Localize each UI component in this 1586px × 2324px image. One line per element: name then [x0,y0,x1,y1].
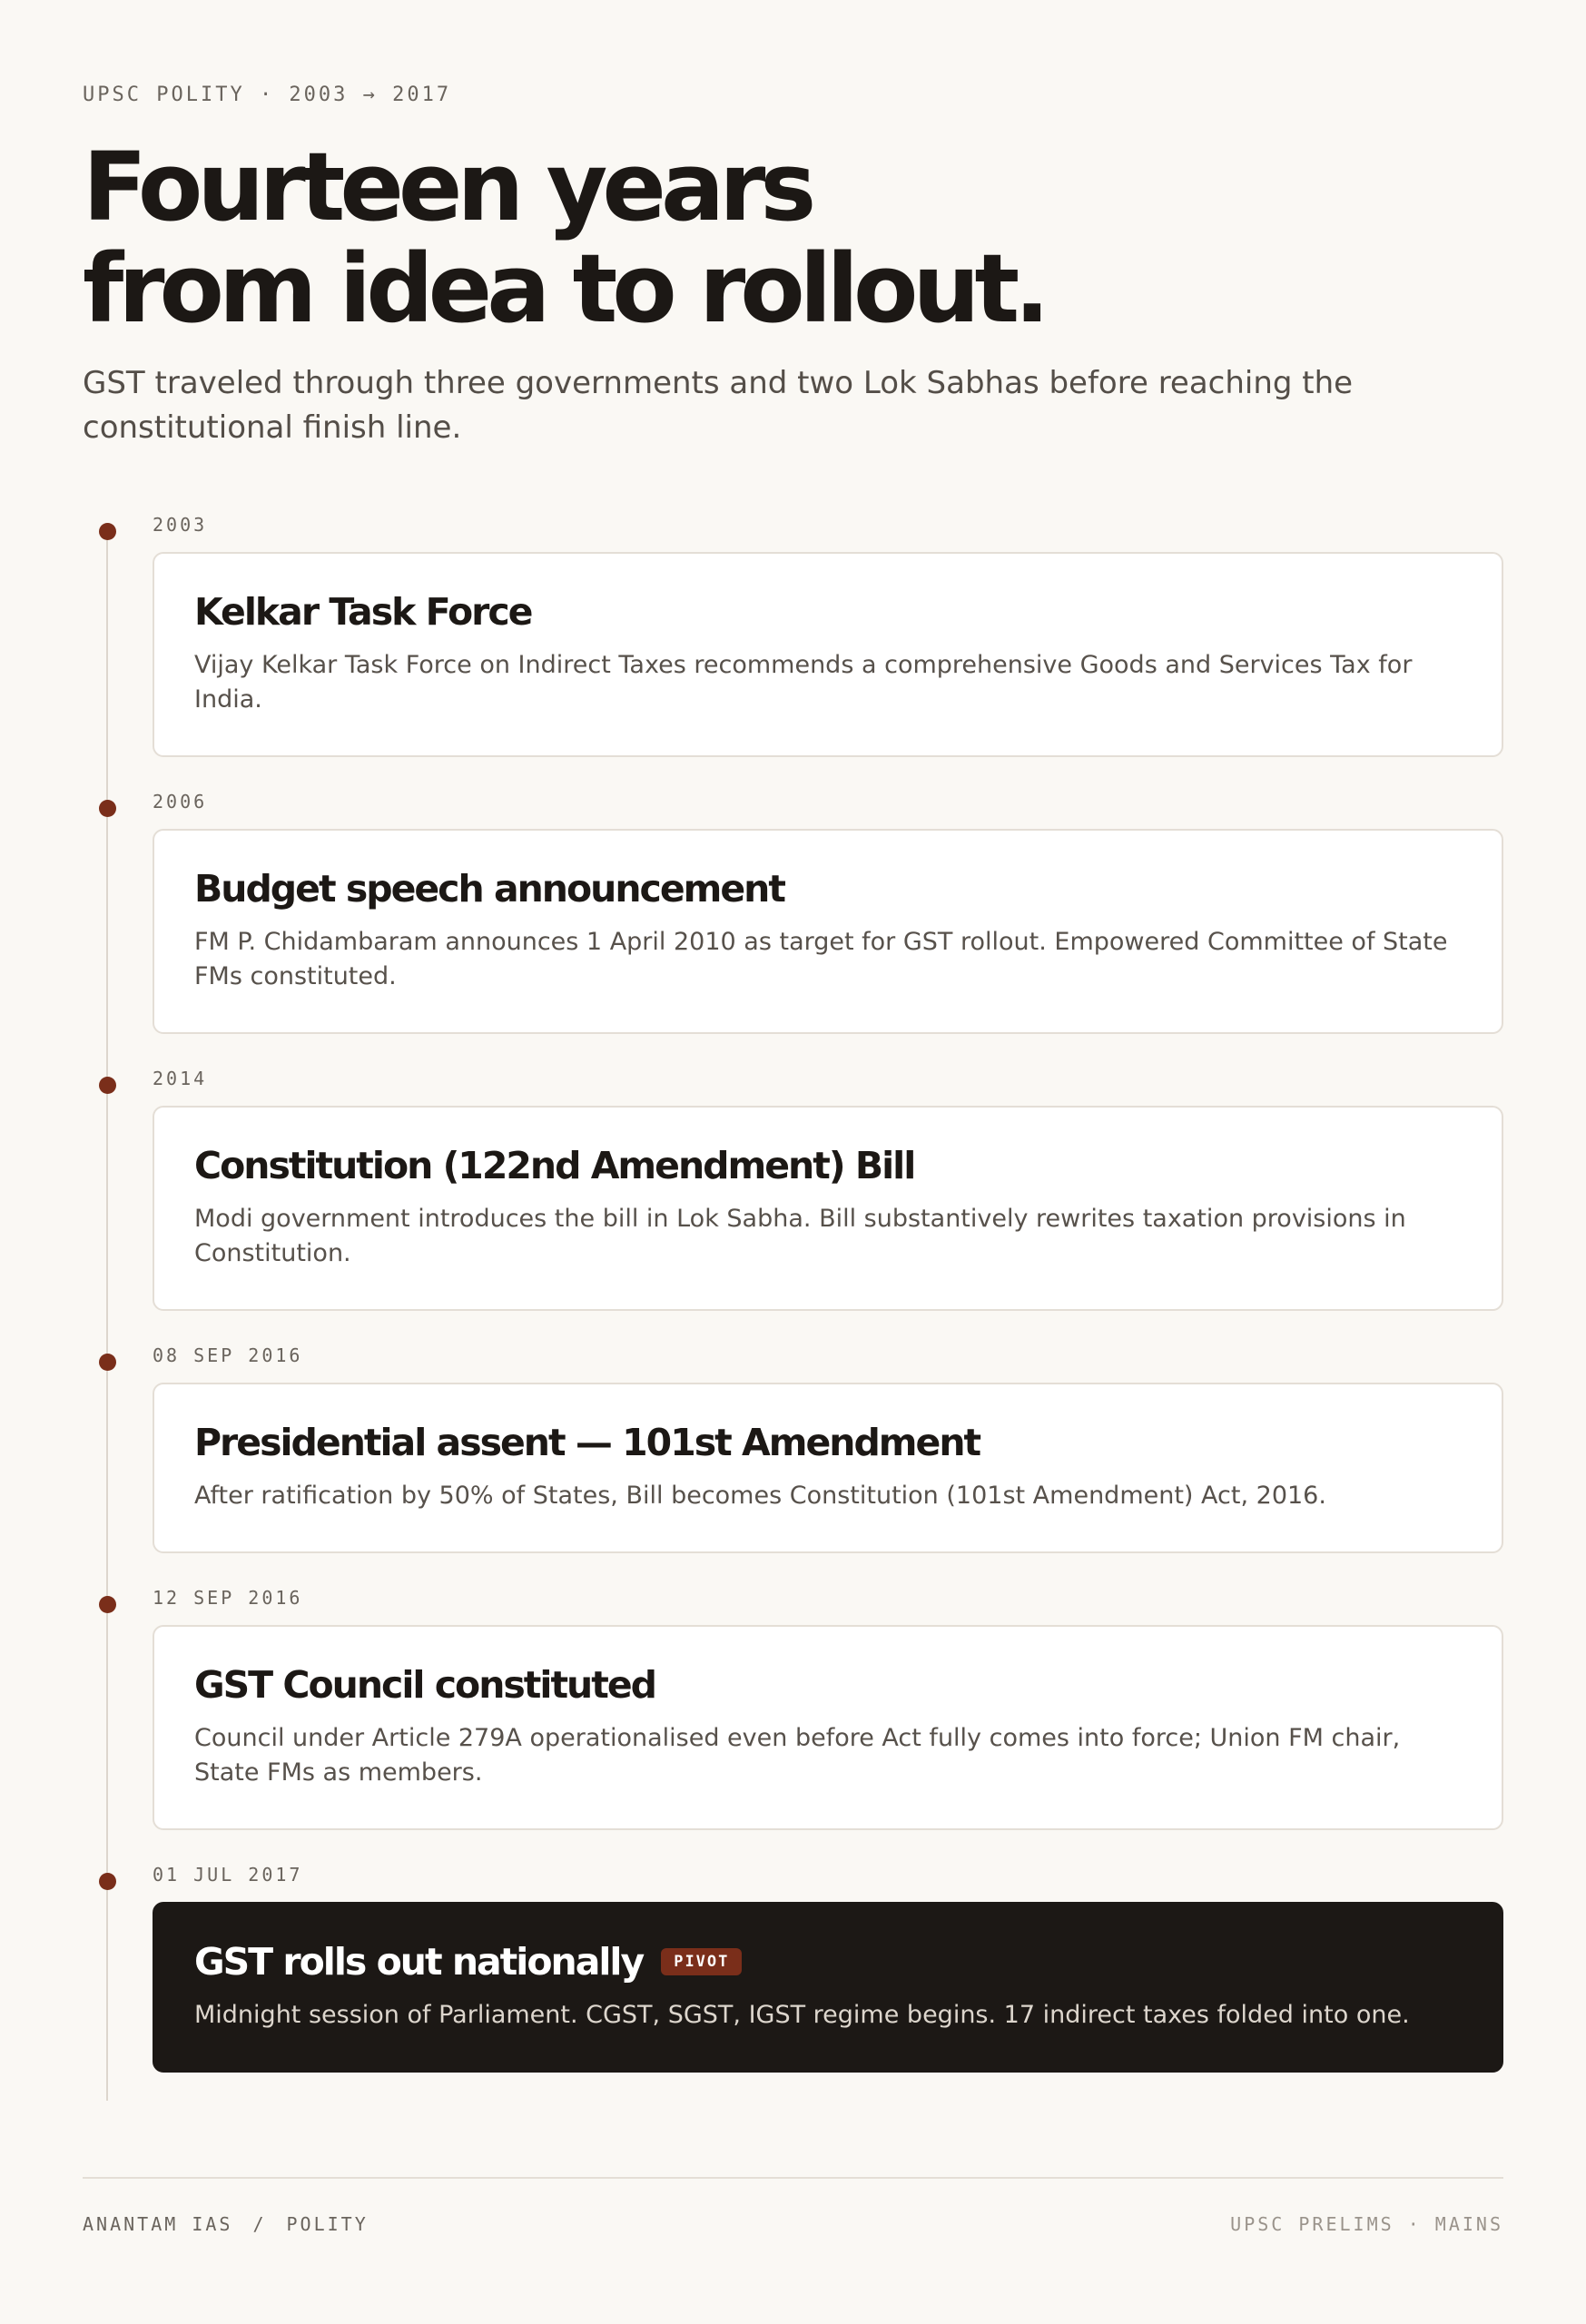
event-description: Midnight session of Parliament. CGST, SGST, IGST regime begins. 17 indirect taxes folded into one. [194,2001,1410,2029]
footer-divider [83,2177,1503,2179]
event-description: After ratification by 50% of States, Bill becomes Constitution (101st Amendment) Act, 2016. [194,1482,1326,1510]
footer-section: POLITY [286,2213,369,2235]
timeline [83,508,1503,2101]
event-card [153,1383,1503,1553]
event-card [153,552,1503,757]
event-title: GST rolls out nationally [194,1940,644,1984]
event-description: Modi government introduces the bill in Lok Sabha. Bill substantively rewrites taxation provisions in Constitution. [194,1205,1406,1267]
timeline-dot [99,800,116,817]
event-description: Vijay Kelkar Task Force on Indirect Taxes recommends a comprehensive Goods and Services Tax for India. [194,651,1413,714]
footer-brand: ANANTAM IAS [83,2213,233,2235]
pivot-badge: PIVOT [661,1948,742,1975]
event-description: Council under Article 279A operationalised even before Act fully comes into force; Union FM chair, State FMs as members. [194,1724,1401,1787]
event-date: 01 JUL 2017 [153,1864,303,1886]
page-title [83,132,1354,344]
timeline-dot [99,1077,116,1094]
event-date: 2003 [153,514,208,536]
event-title: Presidential assent — 101st Amendment [194,1421,980,1464]
event-card [153,1625,1503,1830]
timeline-dot [99,1354,116,1371]
page-subtitle: GST traveled through three governments and two Lok Sabhas before reaching the constitutional finish line. [83,365,1354,446]
timeline-dot [99,1596,116,1613]
timeline-event [83,508,1503,757]
event-card-highlighted [153,1902,1503,2073]
timeline-event [83,1581,1503,1830]
event-title: Constitution (122nd Amendment) Bill [194,1144,915,1187]
footer-exam-label: UPSC PRELIMS · MAINS [1230,2213,1503,2235]
footer-breadcrumb [83,2213,369,2235]
timeline-dot [99,523,116,540]
event-card [153,829,1503,1034]
event-description: FM P. Chidambaram announces 1 April 2010 as target for GST rollout. Empowered Committee of State FMs constituted. [194,928,1448,990]
event-title: GST Council constituted [194,1663,656,1707]
event-date: 12 SEP 2016 [153,1587,303,1609]
timeline-event [83,785,1503,1034]
event-card [153,1106,1503,1311]
event-date: 08 SEP 2016 [153,1344,303,1366]
event-date: 2014 [153,1068,208,1089]
footer-separator: / [252,2213,267,2235]
event-title: Budget speech announcement [194,867,784,911]
page-title-line-1: Fourteen years [83,132,812,242]
event-title: Kelkar Task Force [194,590,532,634]
timeline-dot [99,1873,116,1890]
eyebrow-label: UPSC POLITY · 2003 → 2017 [83,84,452,106]
event-date: 2006 [153,791,208,812]
timeline-event-pivot [83,1858,1503,2073]
timeline-event [83,1062,1503,1311]
page-title-line-2: from idea to rollout. [83,233,1045,344]
timeline-event [83,1339,1503,1553]
